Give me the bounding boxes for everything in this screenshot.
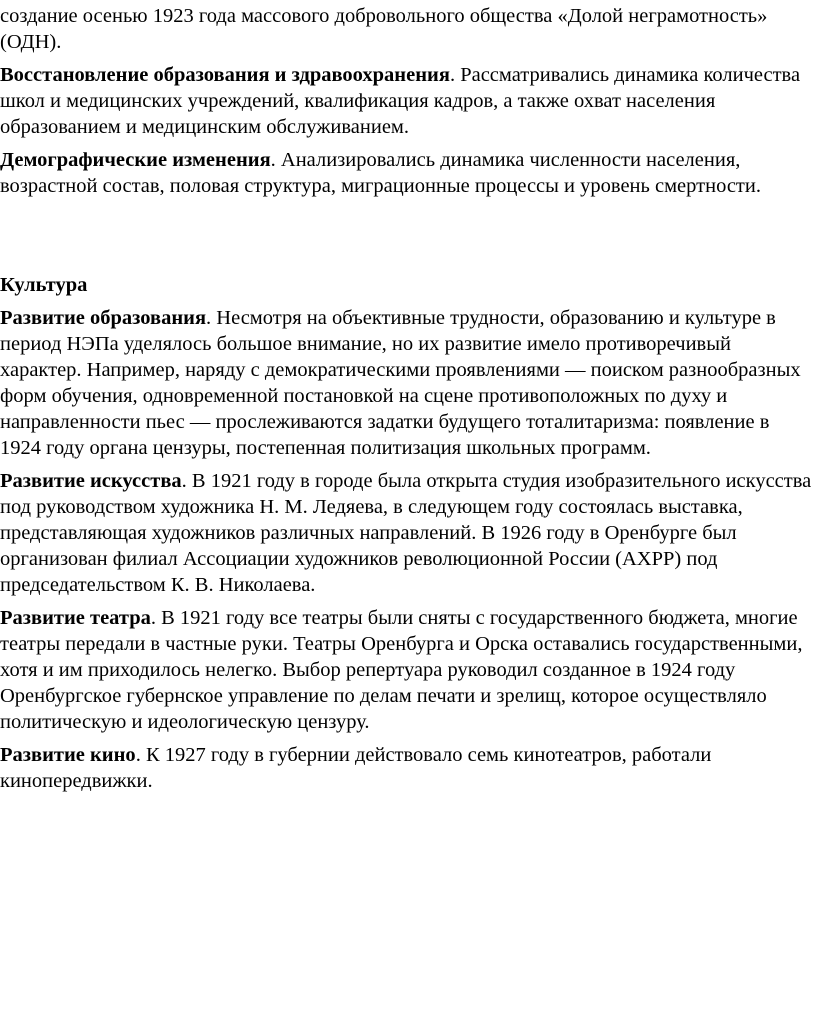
paragraph-cinema-development xyxy=(0,742,812,794)
paragraph-education-health xyxy=(0,62,812,140)
paragraph-theatre-development xyxy=(0,605,812,735)
paragraph-text: . Рассматривались динамика количества школ и медицинских учреждений, квалификация кадров, а также охват населения образованием и медицинским обслуживанием. xyxy=(0,64,801,138)
paragraph-text: . К 1927 году в губернии действовало семь кинотеатров, работали кинопередвижки. xyxy=(0,744,712,792)
paragraph-demographics xyxy=(0,147,812,199)
paragraph-title: Развитие образования xyxy=(0,307,207,329)
blank-space xyxy=(0,206,812,272)
paragraph-title: Демографические изменения xyxy=(0,149,271,171)
paragraph-text: . В 1921 году все театры были сняты с государственного бюджета, многие театры передали в частные руки. Театры Оренбурга и Орска оставались государственными, хотя и им приходилось нелегко. Выбор репертуара руководил созданное в 1924 году Оренбургское губернское управление по делам печати и зрелищ, которое осуществляло политическую и идеологическую цензуру. xyxy=(0,607,803,733)
paragraph-text: . Анализировались динамика численности населения, возрастной состав, половая структура, миграционные процессы и уровень смертности. xyxy=(0,149,761,197)
paragraph-text: создание осенью 1923 года массового добровольного общества «Долой неграмотность» (ОДН). xyxy=(0,5,768,53)
paragraph-text: . В 1921 году в городе была открыта студия изобразительного искусства под руководством художника Н. М. Ледяева, в следующем году состоялась выставка, представляющая художников различных направлений. В 1926 году в Оренбурге был организован филиал Ассоциации художников революционной России (АХРР) под председательством К. В. Николаева. xyxy=(0,470,812,596)
paragraph-title: Развитие театра xyxy=(0,607,151,629)
paragraph-title: Развитие кино xyxy=(0,744,136,766)
document-page xyxy=(0,3,812,801)
paragraph-text: . Несмотря на объективные трудности, образованию и культуре в период НЭПа уделялось большое внимание, но их развитие имело противоречивый характер. Например, наряду с демократическими проявлениями — поиском разнообразных форм обучения, одновременной постановкой на сцене противоположных по духу и направленности пьес — прослеживаются задатки будущего тоталитаризма: появление в 1924 году органа цензуры, постепенная политизация школьных программ. xyxy=(0,307,801,459)
paragraph-art-development xyxy=(0,468,812,598)
paragraph-title: Восстановление образования и здравоохранения xyxy=(0,64,450,86)
paragraph-odn xyxy=(0,3,812,55)
paragraph-education-development xyxy=(0,305,812,461)
paragraph-title: Развитие искусства xyxy=(0,470,182,492)
section-heading: Культура xyxy=(0,274,88,296)
